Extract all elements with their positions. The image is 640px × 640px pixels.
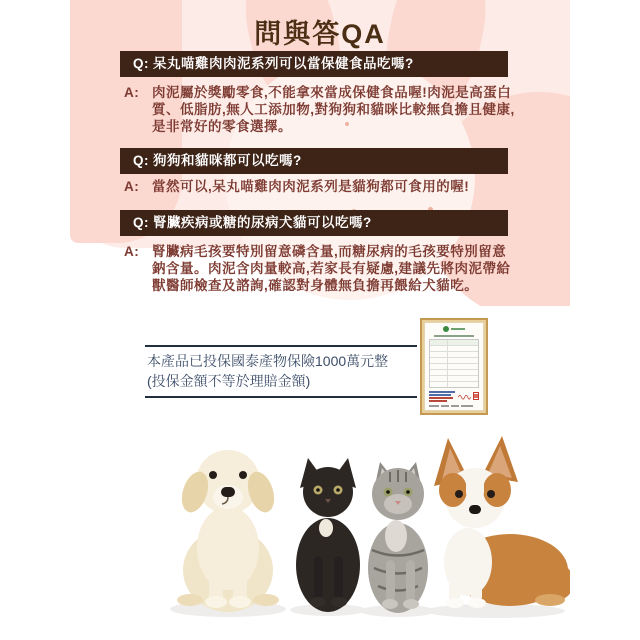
insurance-line1: 本產品已投保國泰產物保險1000萬元整: [147, 353, 389, 369]
answer-text: 腎臟病毛孩要特別留意磷含量,而糖尿病的毛孩要特別留意鈉含量。肉泥含肉量較高,若家長有疑慮,建議先將肉泥帶給獸醫師檢查及諮詢,確認對身體無負擔再餵給犬貓吃。: [152, 244, 511, 293]
answer-text: 肉泥屬於獎勵零食,不能拿來當成保健食品喔!肉泥是高蛋白質、低脂肪,無人工添加物,對狗狗和貓咪比較無負擔且健康,是非常好的零食選擇。: [152, 85, 515, 134]
answer-row-1: [124, 84, 516, 135]
pets-photo: [150, 430, 570, 625]
certificate-footer: [429, 405, 479, 407]
question-label: Q:: [133, 56, 149, 71]
insurance-note: [145, 345, 417, 398]
grey-tabby-kitten: [368, 462, 428, 613]
answer-label: A:: [124, 179, 140, 194]
insurance-line2: (投保金額不等於理賠金額): [147, 373, 311, 389]
question-text: 呆丸喵雞肉肉泥系列可以當保健食品吃嗎?: [153, 56, 414, 71]
question-label: Q:: [133, 153, 149, 168]
question-text: 狗狗和貓咪都可以吃嗎?: [153, 153, 302, 168]
red-seal-icon: [473, 392, 479, 400]
corgi-puppy: [434, 436, 570, 608]
question-bar-3: [120, 210, 508, 236]
question-bar-1: [120, 51, 508, 77]
certificate-title-line: [434, 335, 474, 337]
certificate-paper: [424, 322, 484, 411]
answer-text: 當然可以,呆丸喵雞肉肉泥系列是貓狗都可食用的喔!: [152, 179, 470, 194]
stamp-signature: [457, 390, 471, 402]
certificate-logo-icon: [443, 326, 449, 332]
page-title: 問與答QA: [254, 19, 386, 49]
question-text: 腎臟疾病或糖的尿病犬貓可以吃嗎?: [153, 215, 372, 230]
answer-row-3: [124, 243, 516, 294]
golden-retriever-puppy: [177, 450, 279, 612]
certificate-image: [420, 318, 488, 415]
question-bar-2: [120, 148, 508, 174]
certificate-stamps: [429, 390, 479, 402]
question-label: Q:: [133, 215, 149, 230]
certificate-logo: [429, 326, 479, 333]
black-kitten: [296, 458, 360, 612]
certificate-table: [429, 339, 479, 388]
answer-label: A:: [124, 85, 140, 100]
answer-label: A:: [124, 244, 140, 259]
answer-row-2: [124, 178, 516, 195]
